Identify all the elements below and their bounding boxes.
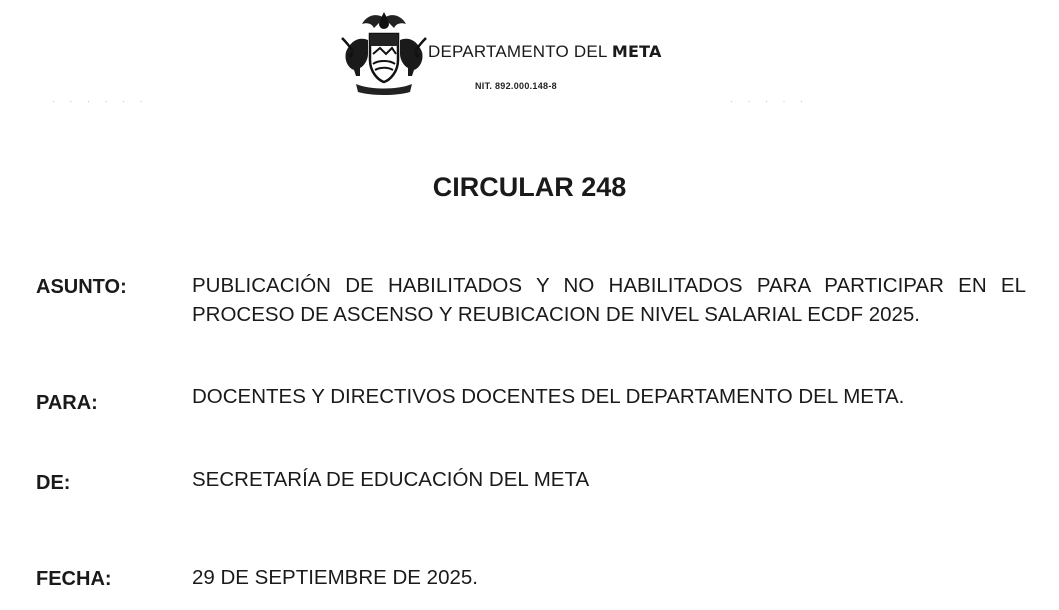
asunto-value: PUBLICACIÓN DE HABILITADOS Y NO HABILITADOS PARA PARTICIPAR EN EL PROCESO DE ASCENSO Y REUBICACION DE NIVEL SALARIAL ECDF 2025. [192, 274, 1026, 326]
de-label: DE: [36, 472, 71, 494]
department-name [428, 42, 662, 62]
para-value: DOCENTES Y DIRECTIVOS DOCENTES DEL DEPARTAMENTO DEL META. [192, 385, 905, 408]
para-label: PARA: [36, 392, 98, 414]
circular-title: CIRCULAR 248 [432, 172, 627, 202]
de-value: SECRETARÍA DE EDUCACIÓN DEL META [192, 468, 590, 491]
fecha-label: FECHA: [36, 568, 112, 590]
coat-of-arms-logo [340, 10, 428, 96]
fecha-value: 29 DE SEPTIEMBRE DE 2025. [192, 566, 478, 589]
letterhead [340, 8, 740, 98]
department-name-bold: META [611, 42, 662, 61]
asunto-label: ASUNTO: [36, 276, 127, 298]
nit-number: NIT. 892.000.148-8 [475, 81, 557, 91]
scan-noise: · · · · · [730, 96, 809, 106]
department-name-prefix: DEPARTAMENTO DEL [428, 42, 607, 61]
scan-noise: · · · · · · [52, 96, 149, 106]
